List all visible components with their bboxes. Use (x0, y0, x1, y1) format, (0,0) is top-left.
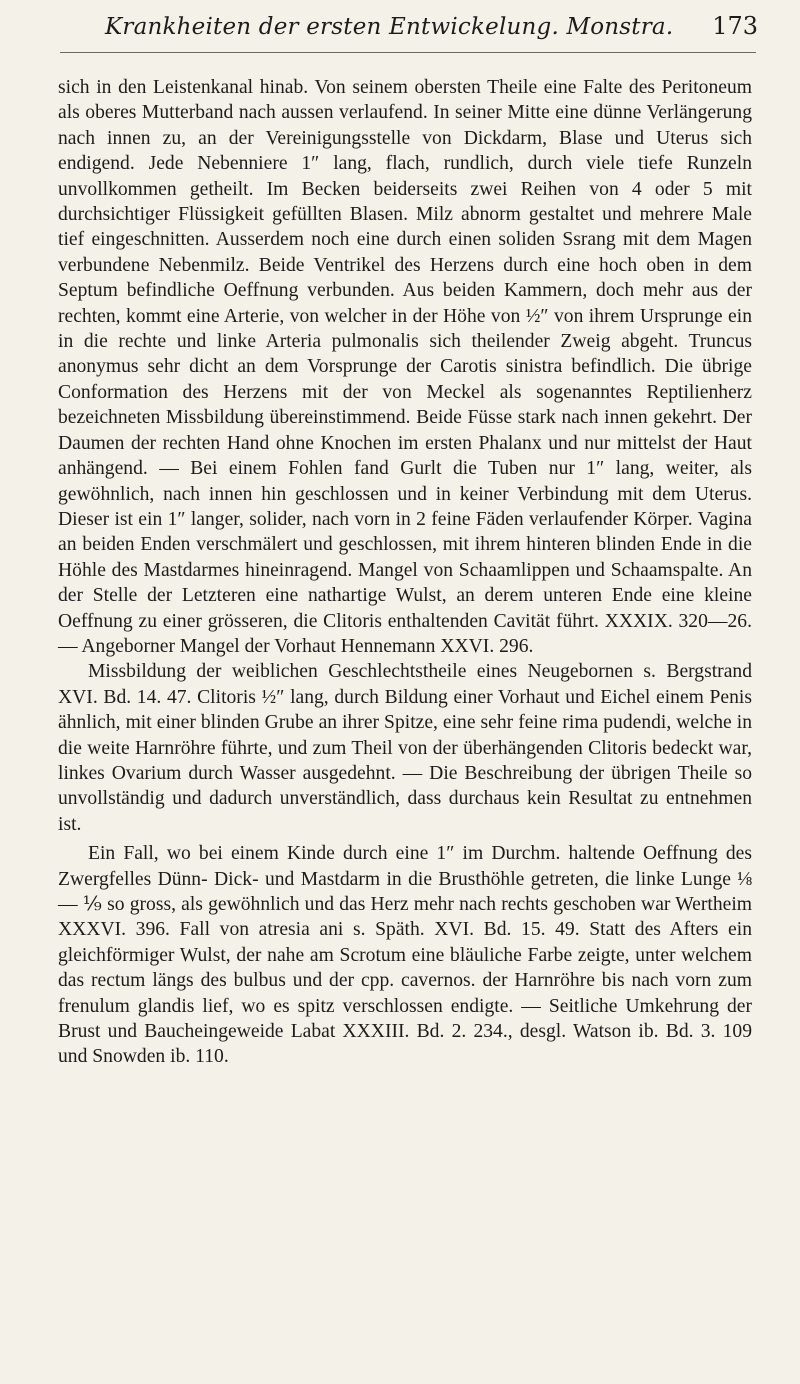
paragraph-3: Ein Fall, wo bei einem Kinde durch eine 1″ im Durchm. haltende Oeffnung des Zwergfelles Dünn- Dick- und Mastdarm in die Brusthöhle getreten, die linke Lunge ⅛ — ⅑ so gross, als gewöhnlich und das Herz mehr nach rechts geschoben war Wertheim XXXVI. 396. Fall von atresia ani s. Späth. XVI. Bd. 15. 49. Statt des Afters ein gleichförmiger Wulst, der nahe am Scrotum eine bläuliche Farbe zeigte, unter welchem das rectum längs des bulbus und der cpp. cavernos. der Harnröhre bis nach vorn zum frenulum glandis lief, wo es spitz verschlossen endigte. — Seitliche Umkehrung der Brust und Baucheingeweide Labat XXXIII. Bd. 2. 234., desgl. Watson ib. Bd. 3. 109 und Snowden ib. 110. (58, 843, 752, 1068)
running-title: Krankheiten der ersten Entwickelung. Monstra. (105, 14, 674, 40)
paragraph-1: sich in den Leistenkanal hinab. Von seinem obersten Theile eine Falte des Peritoneum als oberes Mutterband nach aussen verlaufend. In seiner Mitte eine dünne Verlängerung nach innen zu, an der Vereinigungsstelle von Dickdarm, Blase und Uterus sich endigend. Jede Nebenniere 1″ lang, flach, rundlich, durch viele tiefe Runzeln unvollkommen getheilt. Im Becken beiderseits zwei Reihen von 4 oder 5 mit durchsichtiger Flüssigkeit gefüllten Blasen. Milz abnorm gestaltet und mehrere Male tief eingeschnitten. Ausserdem noch eine durch einen soliden Ssrang mit dem Magen verbundene Nebenmilz. Beide Ventrikel des Herzens durch eine hoch oben in dem Septum befindliche Oeffnung verbunden. Aus beiden Kammern, doch mehr aus der rechten, kommt eine Arterie, von welcher in der Höhe von ½″ von ihrem Ursprunge ein in die rechte und linke Arteria pulmonalis sich theilender Zweig abgeht. Truncus anonymus sehr dicht an dem Vorsprunge der Carotis sinistra befindlich. Die übrige Conformation des Herzens mit der von Meckel als sogenanntes Reptilienherz bezeichneten Missbildung übereinstimmend. Beide Füsse stark nach innen gekehrt. Der Daumen der rechten Hand ohne Knochen im ersten Phalanx und nur mittelst der Haut anhängend. — Bei einem Fohlen fand Gurlt die Tuben nur 1″ lang, weiter, als gewöhnlich, nach innen hin geschlossen und in keiner Verbindung mit dem Uterus. Dieser ist ein 1″ langer, solider, nach vorn in 2 feine Fäden verlaufender Körper. Vagina an beiden Enden verschmälert und geschlossen, mit ihrem hinteren blinden Ende in die Höhle des Mastdarmes hineinragend. Mangel von Schaamlippen und Schaamspalte. An der Stelle der Letzteren eine nathartige Wulst, an derem unteren Ende eine kleine Oeffnung zu einer grösseren, die Clitoris enthaltenden Cavität führt. XXXIX. 320—26. — Angeborner Mangel der Vorhaut Hennemann XXVI. 296. (58, 77, 752, 657)
body-text (58, 75, 752, 1070)
running-head (105, 12, 758, 52)
paragraph-2: Missbildung der weiblichen Geschlechtstheile eines Neugebornen s. Bergstrand XVI. Bd. 14. 47. Clitoris ½″ lang, durch Bildung einer Vorhaut und Eichel einem Penis ähnlich, mit einer blinden Grube an ihrer Spitze, eine sehr feine rima pudendi, welche in die weite Harnröhre führte, und zum Theil von der überhängenden Clitoris bedeckt war, linkes Ovarium durch Wasser ausgedehnt. — Die Beschreibung der übrigen Theile so unvollständig und dadurch unverständlich, dass durchaus kein Resultat zu entnehmen ist. (58, 661, 752, 835)
header-rule (60, 52, 756, 53)
page-number: 173 (712, 12, 758, 40)
